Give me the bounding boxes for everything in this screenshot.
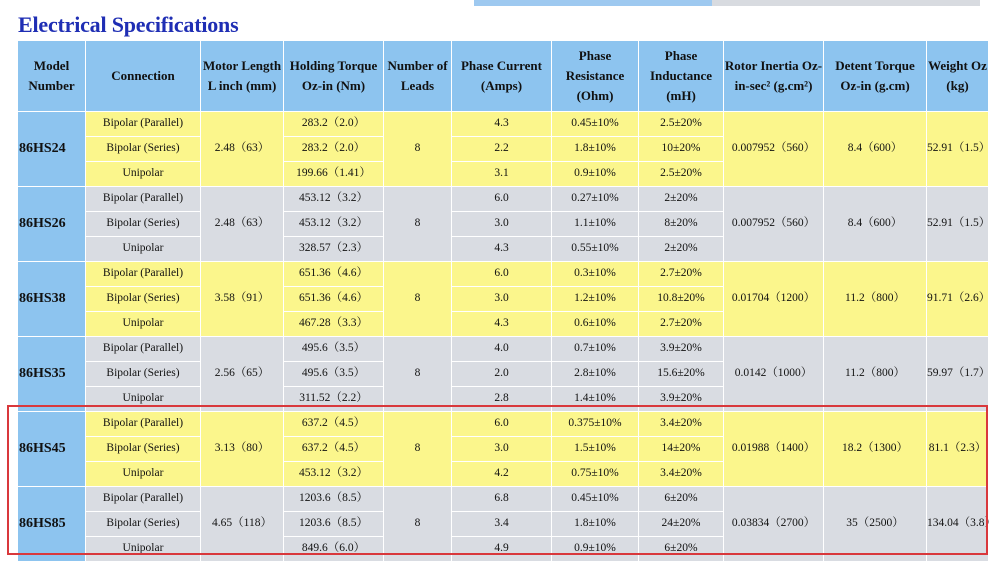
phase-resistance-cell: 1.4±10% [552, 387, 639, 412]
phase-inductance-cell: 6±20% [639, 537, 724, 562]
phase-resistance-cell: 0.55±10% [552, 237, 639, 262]
header-phase-inductance: Phase Inductance (mH) [639, 41, 724, 112]
phase-inductance-cell: 6±20% [639, 487, 724, 512]
motor-length-cell: 2.48（63） [201, 187, 284, 262]
top-tab-active[interactable] [474, 0, 712, 6]
phase-inductance-cell: 3.9±20% [639, 387, 724, 412]
phase-resistance-cell: 0.375±10% [552, 412, 639, 437]
phase-current-cell: 2.2 [452, 137, 552, 162]
table-row [18, 262, 989, 287]
connection-cell: Unipolar [86, 312, 201, 337]
phase-inductance-cell: 2.5±20% [639, 162, 724, 187]
header-connection: Connection [86, 41, 201, 112]
phase-resistance-cell: 0.45±10% [552, 487, 639, 512]
phase-current-cell: 2.0 [452, 362, 552, 387]
holding-torque-cell: 495.6（3.5） [284, 337, 384, 362]
phase-inductance-cell: 2.7±20% [639, 262, 724, 287]
detent-torque-cell: 11.2（800） [824, 337, 927, 412]
phase-resistance-cell: 0.75±10% [552, 462, 639, 487]
connection-cell: Bipolar (Series) [86, 287, 201, 312]
phase-resistance-cell: 1.1±10% [552, 212, 639, 237]
connection-cell: Bipolar (Parallel) [86, 112, 201, 137]
detent-torque-cell: 11.2（800） [824, 262, 927, 337]
phase-current-cell: 6.8 [452, 487, 552, 512]
phase-inductance-cell: 24±20% [639, 512, 724, 537]
weight-cell: 59.97（1.7） [927, 337, 989, 412]
phase-resistance-cell: 1.8±10% [552, 512, 639, 537]
connection-cell: Unipolar [86, 537, 201, 562]
phase-current-cell: 2.8 [452, 387, 552, 412]
holding-torque-cell: 453.12（3.2） [284, 462, 384, 487]
rotor-inertia-cell: 0.03834（2700） [724, 487, 824, 562]
phase-current-cell: 4.9 [452, 537, 552, 562]
detent-torque-cell: 18.2（1300） [824, 412, 927, 487]
holding-torque-cell: 328.57（2.3） [284, 237, 384, 262]
holding-torque-cell: 637.2（4.5） [284, 412, 384, 437]
number-of-leads-cell: 8 [384, 412, 452, 487]
motor-length-cell: 4.65（118） [201, 487, 284, 562]
electrical-specifications-table [17, 40, 996, 562]
header-phase-current: Phase Current (Amps) [452, 41, 552, 112]
phase-current-cell: 4.2 [452, 462, 552, 487]
phase-inductance-cell: 10.8±20% [639, 287, 724, 312]
phase-resistance-cell: 2.8±10% [552, 362, 639, 387]
phase-current-cell: 6.0 [452, 187, 552, 212]
weight-cell: 91.71（2.6） [927, 262, 989, 337]
phase-current-cell: 4.3 [452, 312, 552, 337]
holding-torque-cell: 1203.6（8.5） [284, 487, 384, 512]
motor-length-cell: 3.58（91） [201, 262, 284, 337]
phase-resistance-cell: 0.7±10% [552, 337, 639, 362]
phase-current-cell: 4.0 [452, 337, 552, 362]
rotor-inertia-cell: 0.007952（560） [724, 112, 824, 187]
top-tab-strip [474, 0, 980, 6]
number-of-leads-cell: 8 [384, 487, 452, 562]
phase-resistance-cell: 1.8±10% [552, 137, 639, 162]
holding-torque-cell: 849.6（6.0） [284, 537, 384, 562]
connection-cell: Bipolar (Parallel) [86, 262, 201, 287]
model-number-cell: 86HS38 [18, 262, 86, 337]
connection-cell: Bipolar (Parallel) [86, 337, 201, 362]
rotor-inertia-cell: 0.01988（1400） [724, 412, 824, 487]
holding-torque-cell: 651.36（4.6） [284, 287, 384, 312]
connection-cell: Unipolar [86, 162, 201, 187]
phase-current-cell: 3.4 [452, 512, 552, 537]
phase-inductance-cell: 2.7±20% [639, 312, 724, 337]
header-phase-resistance: Phase Resistance (Ohm) [552, 41, 639, 112]
detent-torque-cell: 8.4（600） [824, 187, 927, 262]
phase-current-cell: 3.0 [452, 212, 552, 237]
holding-torque-cell: 1203.6（8.5） [284, 512, 384, 537]
connection-cell: Bipolar (Parallel) [86, 412, 201, 437]
connection-cell: Unipolar [86, 237, 201, 262]
table-body [18, 112, 996, 562]
phase-current-cell: 3.1 [452, 162, 552, 187]
number-of-leads-cell: 8 [384, 262, 452, 337]
connection-cell: Unipolar [86, 462, 201, 487]
phase-resistance-cell: 0.6±10% [552, 312, 639, 337]
header-rotor-inertia: Rotor Inertia Oz-in-sec² (g.cm²) [724, 41, 824, 112]
connection-cell: Unipolar [86, 387, 201, 412]
motor-length-cell: 2.48（63） [201, 112, 284, 187]
motor-length-cell: 3.13（80） [201, 412, 284, 487]
top-tab-inactive[interactable] [712, 0, 980, 6]
weight-cell: 52.91（1.5） [927, 187, 989, 262]
model-number-cell: 86HS85 [18, 487, 86, 562]
weight-cell: 52.91（1.5） [927, 112, 989, 187]
table-row [18, 412, 989, 437]
motor-length-cell: 2.56（65） [201, 337, 284, 412]
connection-cell: Bipolar (Series) [86, 137, 201, 162]
model-number-cell: 86HS26 [18, 187, 86, 262]
phase-inductance-cell: 8±20% [639, 212, 724, 237]
holding-torque-cell: 453.12（3.2） [284, 187, 384, 212]
phase-resistance-cell: 0.3±10% [552, 262, 639, 287]
holding-torque-cell: 495.6（3.5） [284, 362, 384, 387]
header-model-number: Model Number [18, 41, 86, 112]
page-title: Electrical Specifications [18, 12, 239, 37]
phase-inductance-cell: 15.6±20% [639, 362, 724, 387]
connection-cell: Bipolar (Series) [86, 437, 201, 462]
phase-current-cell: 4.3 [452, 112, 552, 137]
phase-resistance-cell: 0.45±10% [552, 112, 639, 137]
phase-current-cell: 3.0 [452, 437, 552, 462]
detent-torque-cell: 35（2500） [824, 487, 927, 562]
phase-resistance-cell: 0.27±10% [552, 187, 639, 212]
phase-inductance-cell: 10±20% [639, 137, 724, 162]
table-header-row [18, 41, 989, 112]
connection-cell: Bipolar (Series) [86, 512, 201, 537]
header-holding-torque: Holding Torque Oz-in (Nm) [284, 41, 384, 112]
weight-cell: 81.1（2.3） [927, 412, 989, 487]
phase-inductance-cell: 14±20% [639, 437, 724, 462]
rotor-inertia-cell: 0.007952（560） [724, 187, 824, 262]
holding-torque-cell: 283.2（2.0） [284, 137, 384, 162]
phase-resistance-cell: 1.5±10% [552, 437, 639, 462]
phase-inductance-cell: 2±20% [639, 187, 724, 212]
number-of-leads-cell: 8 [384, 112, 452, 187]
holding-torque-cell: 651.36（4.6） [284, 262, 384, 287]
rotor-inertia-cell: 0.01704（1200） [724, 262, 824, 337]
number-of-leads-cell: 8 [384, 187, 452, 262]
model-number-cell: 86HS35 [18, 337, 86, 412]
detent-torque-cell: 8.4（600） [824, 112, 927, 187]
number-of-leads-cell: 8 [384, 337, 452, 412]
holding-torque-cell: 199.66（1.41） [284, 162, 384, 187]
table-row [18, 187, 989, 212]
header-weight: Weight Oz (kg) [927, 41, 989, 112]
connection-cell: Bipolar (Series) [86, 362, 201, 387]
phase-inductance-cell: 2±20% [639, 237, 724, 262]
phase-resistance-cell: 0.9±10% [552, 537, 639, 562]
phase-current-cell: 6.0 [452, 412, 552, 437]
holding-torque-cell: 453.12（3.2） [284, 212, 384, 237]
phase-resistance-cell: 1.2±10% [552, 287, 639, 312]
connection-cell: Bipolar (Parallel) [86, 487, 201, 512]
holding-torque-cell: 467.28（3.3） [284, 312, 384, 337]
holding-torque-cell: 637.2（4.5） [284, 437, 384, 462]
table-row [18, 487, 989, 512]
phase-resistance-cell: 0.9±10% [552, 162, 639, 187]
weight-cell: 134.04（3.8） [927, 487, 989, 562]
phase-inductance-cell: 3.9±20% [639, 337, 724, 362]
phase-current-cell: 6.0 [452, 262, 552, 287]
phase-inductance-cell: 2.5±20% [639, 112, 724, 137]
phase-inductance-cell: 3.4±20% [639, 462, 724, 487]
connection-cell: Bipolar (Series) [86, 212, 201, 237]
header-detent-torque: Detent Torque Oz-in (g.cm) [824, 41, 927, 112]
header-number-of-leads: Number of Leads [384, 41, 452, 112]
header-motor-length: Motor Length L inch (mm) [201, 41, 284, 112]
model-number-cell: 86HS45 [18, 412, 86, 487]
table-row [18, 112, 989, 137]
table-row [18, 337, 989, 362]
holding-torque-cell: 283.2（2.0） [284, 112, 384, 137]
rotor-inertia-cell: 0.0142（1000） [724, 337, 824, 412]
model-number-cell: 86HS24 [18, 112, 86, 187]
holding-torque-cell: 311.52（2.2） [284, 387, 384, 412]
connection-cell: Bipolar (Parallel) [86, 187, 201, 212]
phase-current-cell: 4.3 [452, 237, 552, 262]
phase-current-cell: 3.0 [452, 287, 552, 312]
phase-inductance-cell: 3.4±20% [639, 412, 724, 437]
